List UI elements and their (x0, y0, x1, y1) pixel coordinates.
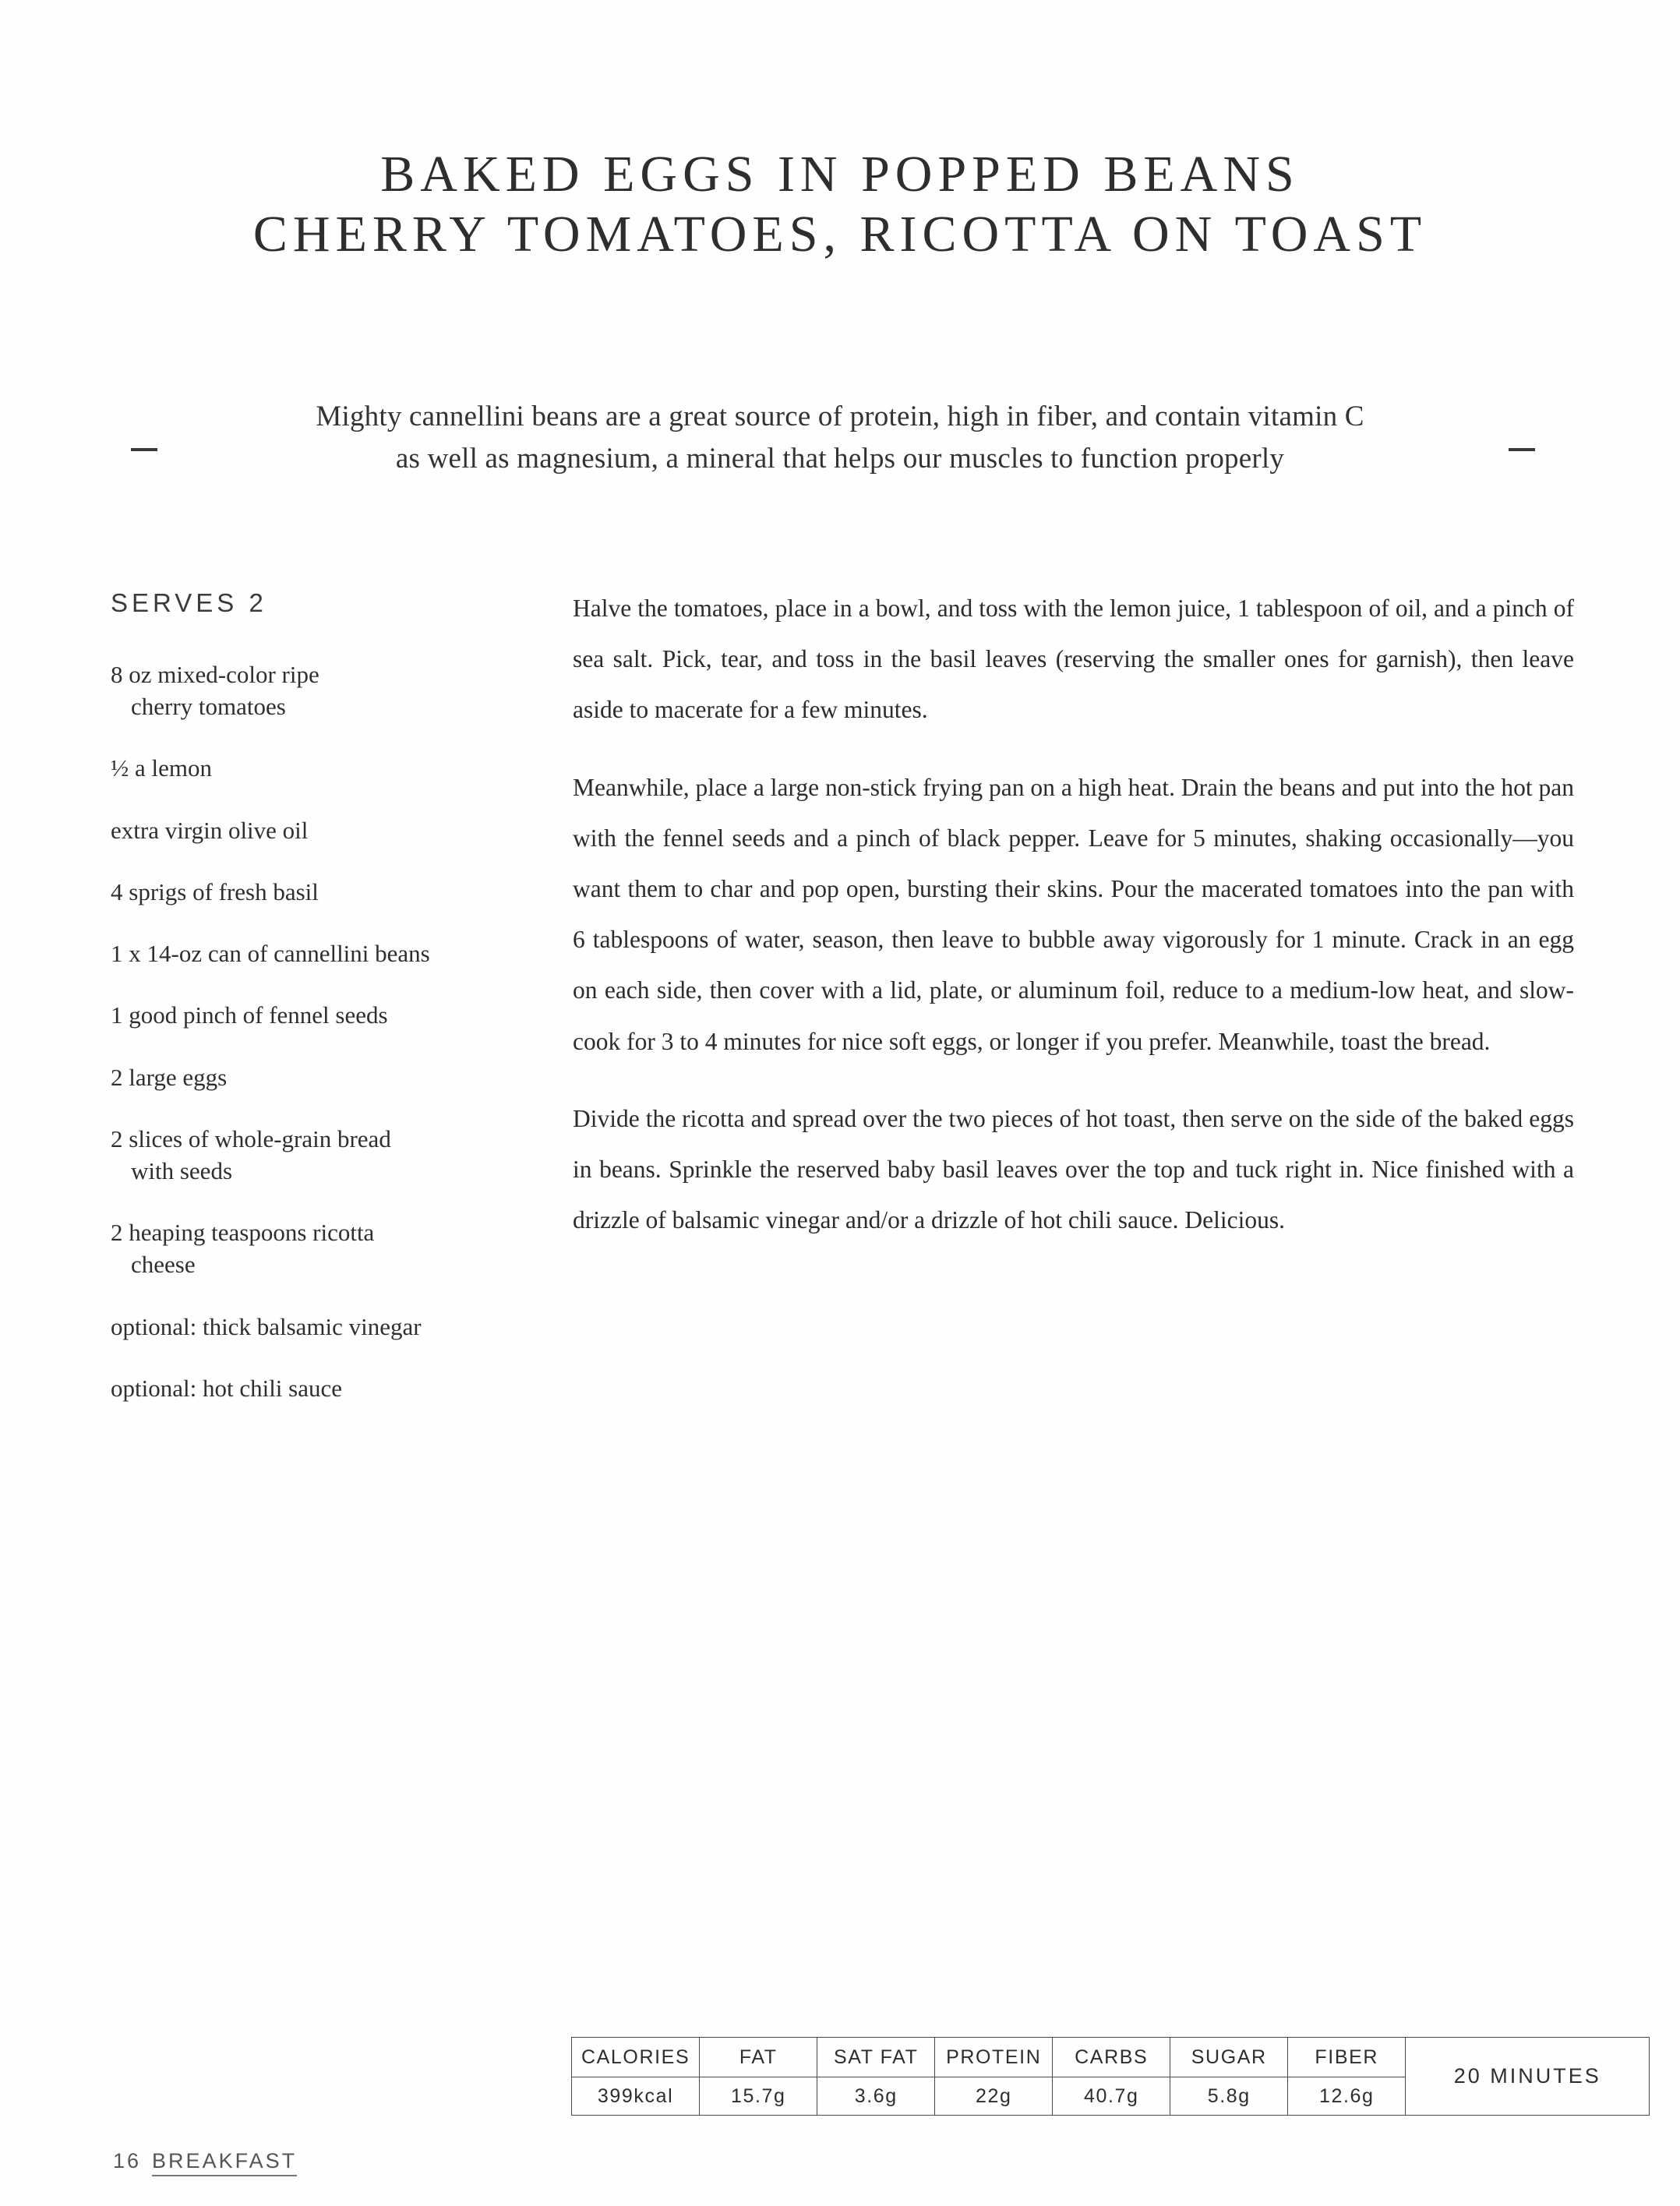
ingredient-text: 2 heaping teaspoons ricotta (111, 1219, 375, 1247)
ingredient-text: ½ a lemon (111, 754, 212, 782)
nutrition-info (571, 2037, 1650, 2116)
nutrition-value-cell: 15.7g (700, 2077, 817, 2116)
ingredient-item (111, 999, 516, 1031)
ingredient-item (111, 1061, 516, 1093)
nutrition-value-cell: 40.7g (1053, 2077, 1170, 2116)
recipe-subtitle-line-2: as well as magnesium, a mineral that helps our muscles to function properly (395, 442, 1285, 475)
page-footer (113, 2149, 297, 2173)
nutrition-value-cell: 5.8g (1170, 2077, 1288, 2116)
ingredient-item (111, 876, 516, 908)
recipe-title-line-1: BAKED EGGS IN POPPED BEANS (380, 146, 1300, 203)
recipe-title (0, 144, 1680, 264)
nutrition-value-cell: 12.6g (1288, 2077, 1406, 2116)
method-paragraph: Divide the ricotta and spread over the two pieces of hot toast, then serve on the side of the baked eggs in beans. Sprinkle the reserved baby basil leaves over the top and tuck right in. Nice finished with a drizzle of balsamic vinegar and/or a drizzle of hot chili sauce. Delicious. (573, 1104, 1574, 1234)
ingredient-text-cont: cherry tomatoes (131, 693, 286, 721)
ingredient-text: 4 sprigs of fresh basil (111, 877, 319, 905)
nutrition-value-row (572, 2077, 1406, 2116)
ingredients-column (111, 588, 516, 1434)
ingredient-text: optional: thick balsamic vinegar (111, 1312, 422, 1340)
nutrition-header-cell: FAT (700, 2038, 817, 2077)
ingredient-text: 2 slices of whole-grain bread (111, 1124, 391, 1152)
nutrition-header-row (572, 2038, 1406, 2077)
nutrition-header-cell: CARBS (1053, 2038, 1170, 2077)
ingredient-item (111, 814, 516, 846)
nutrition-table (571, 2037, 1406, 2116)
ingredient-text: 2 large eggs (111, 1063, 228, 1091)
recipe-subtitle (0, 396, 1680, 479)
ingredient-text: optional: hot chili sauce (111, 1374, 343, 1402)
ingredient-text: 8 oz mixed-color ripe (111, 661, 319, 688)
method-paragraph: Halve the tomatoes, place in a bowl, and toss with the lemon juice, 1 tablespoon of oil, and a pinch of sea salt. Pick, tear, and toss in the basil leaves (reserving the smaller ones for garnish), then leave aside to macerate for a few minutes. (573, 595, 1574, 724)
nutrition-header-cell: CALORIES (572, 2038, 700, 2077)
ingredient-text: extra virgin olive oil (111, 816, 309, 844)
ingredient-item (111, 1311, 516, 1343)
ingredient-item (111, 1123, 516, 1187)
ingredient-text: 1 x 14-oz can of cannellini beans (111, 940, 430, 968)
ingredient-item (111, 658, 516, 722)
ingredient-text-cont: cheese (131, 1251, 196, 1279)
method-paragraph: Meanwhile, place a large non-stick frying pan on a high heat. Drain the beans and put into the hot pan with the fennel seeds and a pinch of black pepper. Leave for 5 minutes, shaking occasionally—you want them to char and pop open, bursting their skins. Pour the macerated tomatoes into the pan with 6 tablespoons of water, season, then leave to bubble away vigorously for 1 minute. Crack in an egg on each side, then cover with a lid, plate, or aluminum foil, reduce to a medium-low heat, and slow-cook for 3 to 4 minutes for nice soft eggs, or longer if you prefer. Meanwhile, toast the bread. (573, 773, 1574, 1055)
nutrition-header-cell: SUGAR (1170, 2038, 1288, 2077)
cook-time-cell: 20 MINUTES (1406, 2037, 1650, 2116)
nutrition-header-cell: PROTEIN (935, 2038, 1053, 2077)
nutrition-value-cell: 3.6g (817, 2077, 935, 2116)
page-number: 16 (113, 2149, 142, 2172)
recipe-subtitle-line-1: Mighty cannellini beans are a great source of protein, high in fiber, and contain vitamin C (316, 401, 1364, 432)
recipe-title-line-2: CHERRY TOMATOES, RICOTTA ON TOAST (252, 206, 1428, 263)
nutrition-header-cell: FIBER (1288, 2038, 1406, 2077)
nutrition-value-cell: 22g (935, 2077, 1053, 2116)
ingredient-item (111, 752, 516, 784)
section-label: BREAKFAST (152, 2149, 297, 2176)
nutrition-header-cell: SAT FAT (817, 2038, 935, 2077)
ingredient-item (111, 1216, 516, 1280)
ingredient-item (111, 1372, 516, 1404)
nutrition-value-cell: 399kcal (572, 2077, 700, 2116)
ingredient-item (111, 937, 516, 969)
ingredient-text-cont: with seeds (131, 1156, 233, 1184)
serves-label: SERVES 2 (111, 588, 267, 617)
method-column (573, 583, 1574, 1245)
ingredient-text: 1 good pinch of fennel seeds (111, 1001, 388, 1029)
